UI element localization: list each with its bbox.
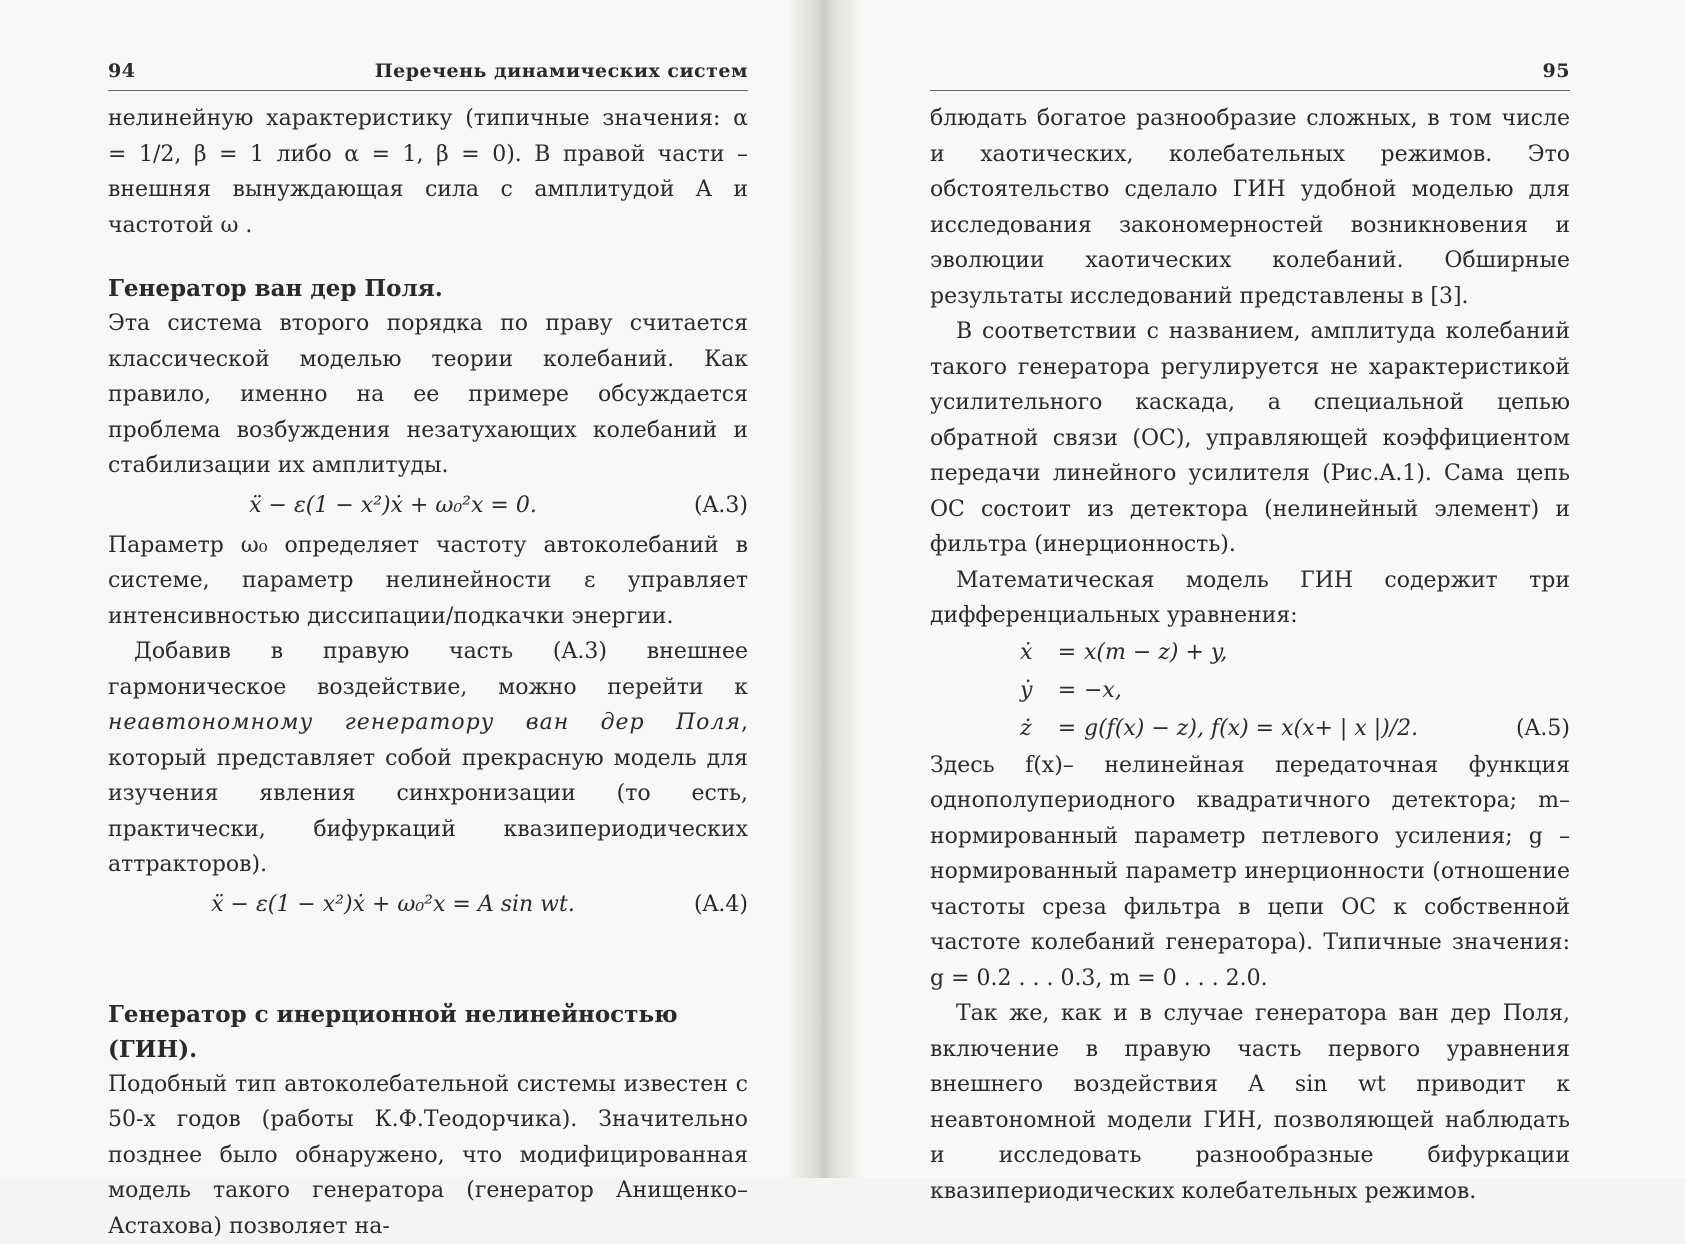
van-der-pol-paragraph-3 bbox=[108, 634, 748, 883]
left-page bbox=[0, 0, 820, 1178]
book-gutter bbox=[790, 0, 860, 1178]
system-row-lhs: ẏ bbox=[1020, 672, 1050, 710]
gin-paragraph-1: Подобный тип автоколебательной системы известен с 50-х годов (работы К.Ф.Теодорчика). Значительно позднее было обнаружено, что модифицированная модель такого генератора (генератор Анищенко–Астахова) позволяет на- bbox=[108, 1067, 748, 1244]
left-intro-paragraph: нелинейную характеристику (типичные значения: α = 1/2, β = 1 либо α = 1, β = 0). В правой части – внешняя вынуждающая сила с амплитудой A и частотой ω . bbox=[108, 101, 748, 243]
paragraph-3-end: , который представляет собой прекрасную модель для изучения явления синхронизации (то есть, практически, бифуркаций квазипериодических аттракторов). bbox=[108, 710, 748, 877]
equation-a4-number: (A.4) bbox=[678, 892, 748, 917]
system-row-rhs: −x, bbox=[1084, 672, 1500, 710]
system-row: ẏ = −x, bbox=[1020, 672, 1570, 710]
left-page-number: 94 bbox=[108, 60, 135, 82]
system-row: ẋ = x(m − z) + y, bbox=[1020, 634, 1570, 672]
right-paragraph-2: В соответствии с названием, амплитуда колебаний такого генератора регулируется не характеристикой усилительного каскада, а специальной цепью обратной связи (ОС), управляющей коэффициентом передачи линейного усилителя (Рис.A.1). Сама цепь ОС состоит из детектора (нелинейный элемент) и фильтра (инерционность). bbox=[930, 314, 1570, 563]
right-running-head bbox=[930, 60, 1570, 91]
system-row-number: (A.5) bbox=[1500, 710, 1570, 748]
right-page bbox=[820, 0, 1685, 1178]
equation-a3-body: ẍ − ε(1 − x²)ẋ + ω₀²x = 0. bbox=[108, 493, 678, 518]
system-row-rhs: x(m − z) + y, bbox=[1084, 634, 1500, 672]
system-row-lhs: ż bbox=[1020, 710, 1050, 748]
system-row-rhs: g(f(x) − z), f(x) = x(x+ | x |)/2. bbox=[1084, 710, 1500, 748]
paragraph-3-start: Добавив в правую часть (A.3) внешнее гармоническое воздействие, можно перейти к bbox=[108, 639, 748, 700]
right-paragraph-1: блюдать богатое разнообразие сложных, в том числе и хаотических, колебательных режимов. Это обстоятельство сделало ГИН удобной моделью для исследования закономерностей возникновения и эволюции хаотических колебаний. Обширные результаты исследований представлены в [3]. bbox=[930, 101, 1570, 314]
equation-a3 bbox=[108, 484, 748, 528]
left-page-content bbox=[108, 60, 748, 1244]
right-paragraph-3: Математическая модель ГИН содержит три дифференциальных уравнения: bbox=[930, 563, 1570, 634]
left-running-title: Перечень динамических систем bbox=[375, 60, 748, 82]
equation-a4-body: ẍ − ε(1 − x²)ẋ + ω₀²x = A sin wt. bbox=[108, 892, 678, 917]
right-paragraph-5: Так же, как и в случае генератора ван дер Поля, включение в правую часть первого уравнения внешнего воздействия A sin wt приводит к неавтономной модели ГИН, позволяющей наблюдать и исследовать разнообразные бифуркации квазипериодических колебательных режимов. bbox=[930, 996, 1570, 1209]
right-page-content bbox=[930, 60, 1570, 1209]
equation-a4 bbox=[108, 883, 748, 927]
right-page-number: 95 bbox=[1543, 60, 1570, 82]
paragraph-3-emphasis: неавтономному генератору ван дер Поля bbox=[108, 710, 741, 735]
section-title-van-der-pol: Генератор ван дер Поля. bbox=[108, 271, 748, 306]
right-paragraph-4: Здесь f(x)– нелинейная передаточная функция однополупериодного квадратичного детектора; m– нормированный параметр петлевого усиления; g – нормированный параметр инерционности (отношение частоты среза фильтра в цепи ОС к собственной частоте колебаний генератора). Типичные значения: g = 0.2 . . . 0.3, m = 0 . . . 2.0. bbox=[930, 748, 1570, 997]
van-der-pol-paragraph-2: Параметр ω₀ определяет частоту автоколебаний в системе, параметр нелинейности ε управляет интенсивностью диссипации/подкачки энергии. bbox=[108, 528, 748, 635]
system-row-lhs: ẋ bbox=[1020, 634, 1050, 672]
system-row: ż = g(f(x) − z), f(x) = x(x+ | x |)/2. (A.5) bbox=[1020, 710, 1570, 748]
equation-a3-number: (A.3) bbox=[678, 493, 748, 518]
equation-system-a5 bbox=[1020, 634, 1570, 748]
left-running-head bbox=[108, 60, 748, 91]
van-der-pol-paragraph-1: Эта система второго порядка по праву считается классической моделью теории колебаний. Как правило, именно на ее примере обсуждается проблема возбуждения незатухающих колебаний и стабилизации их амплитуды. bbox=[108, 306, 748, 484]
section-title-gin: Генератор с инерционной нелинейностью (ГИН). bbox=[108, 997, 748, 1067]
